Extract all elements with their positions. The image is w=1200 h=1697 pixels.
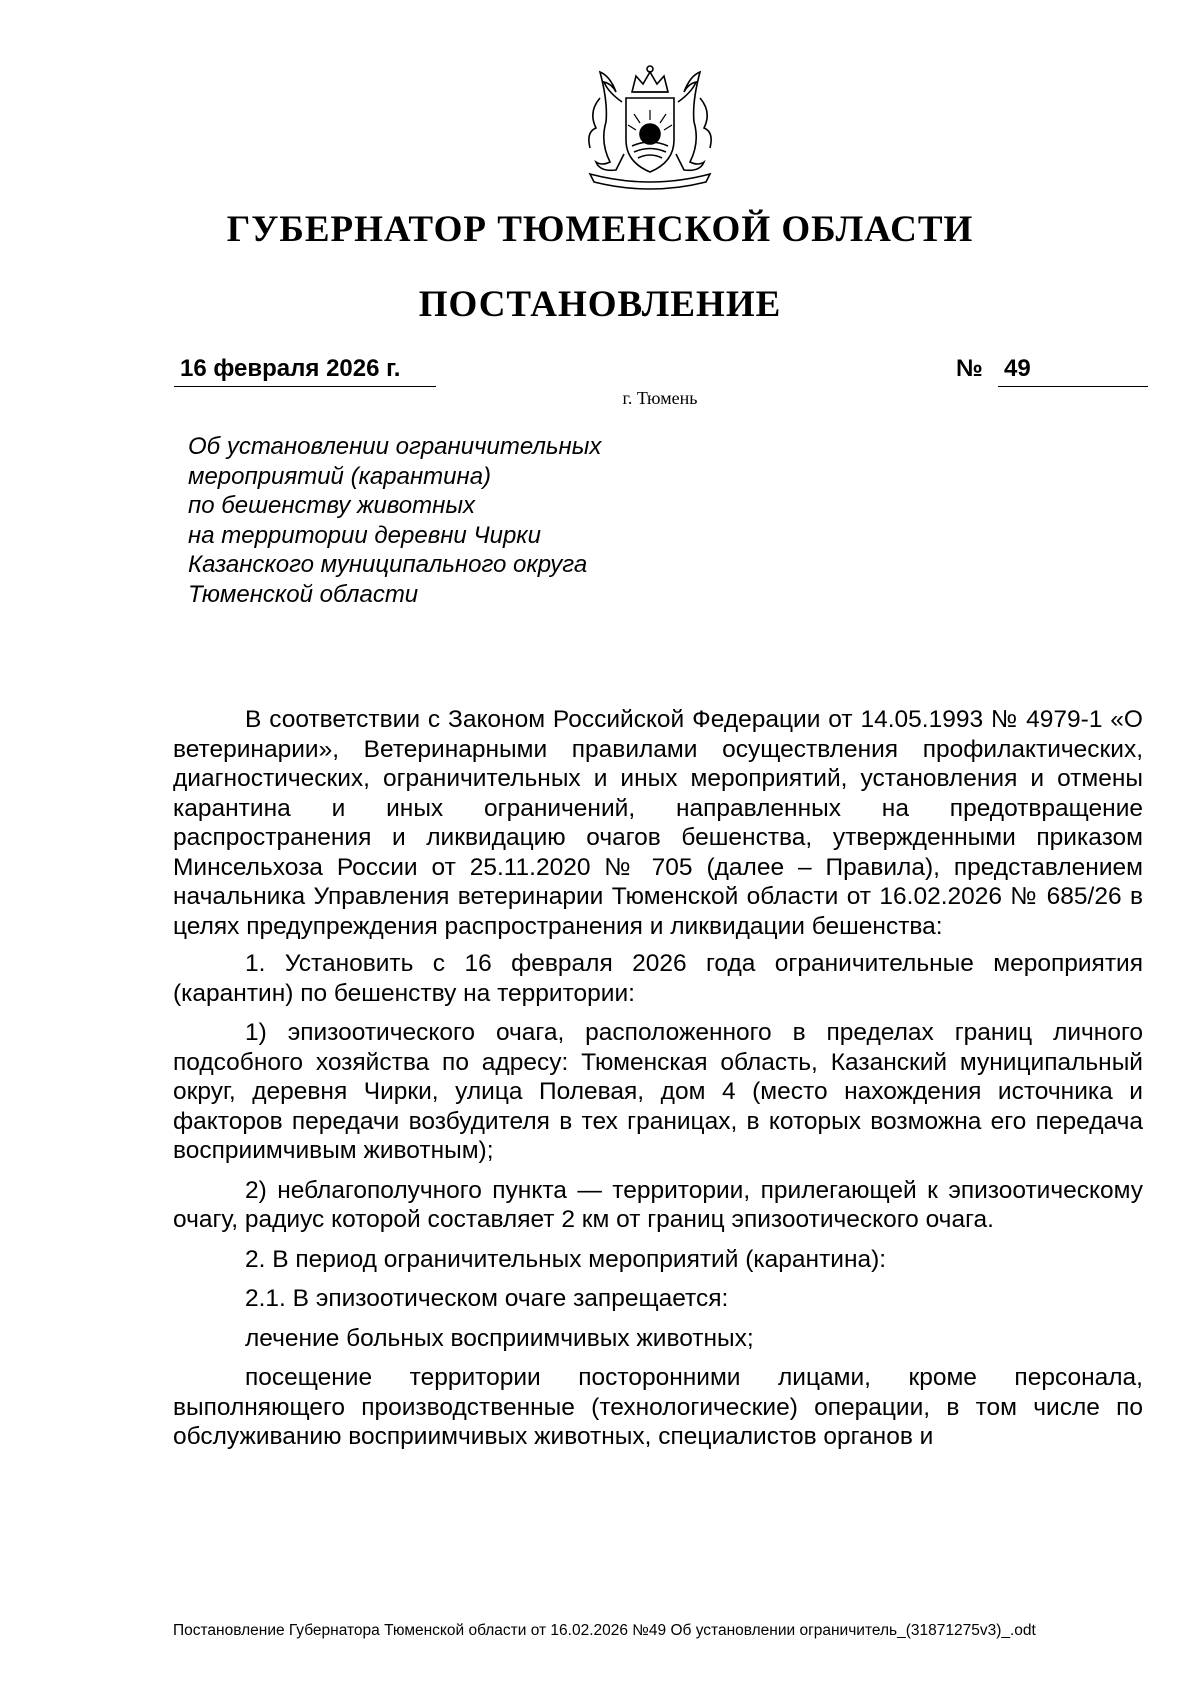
document-number: 49: [998, 355, 1148, 387]
coat-of-arms-icon: [560, 62, 740, 192]
body-paragraph: 1) эпизоотического очага, расположенного в пределах границ личного подсобного хозяйства по адресу: Тюменская область, Казанский муниципальный округ, деревня Чирки, улица Полевая, дом 4 (место нахождения источника и факторов передачи возбудителя в тех границах, в которых возможна его передача восприимчивым животным);: [173, 1019, 1143, 1164]
subject-line: Об установлении ограничительных: [188, 433, 602, 460]
document-footer: Постановление Губернатора Тюменской области от 16.02.2026 №49 Об установлении ограничитель_(31871275v3)_.odt: [173, 1622, 1036, 1639]
body-paragraph: посещение территории посторонними лицами, кроме персонала, выполняющего производственные (технологические) операции, в том числе по обслуживанию восприимчивых животных, специалистов органов и: [173, 1364, 1143, 1450]
subject-line: Казанского муниципального округа: [188, 551, 588, 578]
document-number-label: №: [956, 355, 983, 382]
document-type-title: ПОСТАНОВЛЕНИЕ: [418, 284, 782, 325]
body-paragraph: 2.1. В эпизоотическом очаге запрещается:: [245, 1285, 729, 1312]
subject-line: на территории деревни Чирки: [188, 521, 541, 549]
subject-line: Тюменской области: [188, 580, 419, 608]
body-paragraph: лечение больных восприимчивых животных;: [245, 1324, 754, 1352]
issue-city: г. Тюмень: [622, 388, 698, 408]
issuing-authority-title: ГУБЕРНАТОР ТЮМЕНСКОЙ ОБЛАСТИ: [226, 209, 974, 250]
body-paragraph: 2) неблагополучного пункта — территории, прилегающей к эпизоотическому очагу, радиус которой составляет 2 км от границ эпизоотического очага.: [173, 1176, 1143, 1233]
document-date: 16 февраля 2026 г.: [174, 355, 436, 387]
body-paragraph: 2. В период ограничительных мероприятий (карантина):: [245, 1245, 887, 1273]
document-body: [173, 705, 1143, 1462]
body-paragraph: 1. Установить с 16 февраля 2026 года ограничительные мероприятия (карантин) по бешенству на территории:: [173, 950, 1143, 1007]
body-paragraph: В соответствии с Законом Российской Федерации от 14.05.1993 № 4979-1 «О ветеринарии», Ветеринарными правилами осуществления профилактических, диагностических, ограничительных и иных мероприятий, установления и отмены карантина и иных ограничений, направленных на предотвращение распространения и ликвидацию очагов бешенства, утвержденными приказом Минсельхоза России от 25.11.2020 № 705 (далее – Правила), представлением начальника Управления ветеринарии Тюменской области от 16.02.2026 № 685/26 в целях предупреждения распространения и ликвидации бешенства:: [173, 706, 1143, 940]
subject-line: мероприятий (карантина): [188, 462, 492, 490]
subject-line: по бешенству животных: [188, 492, 476, 519]
document-subject: [188, 432, 748, 609]
